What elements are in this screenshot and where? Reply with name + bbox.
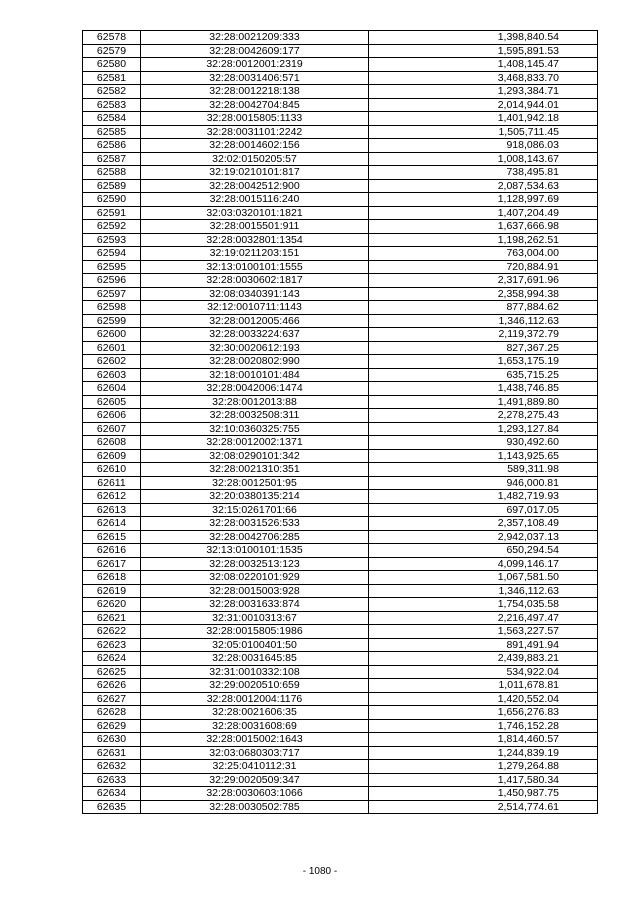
value-cell: 2,087,534.63 xyxy=(369,179,598,193)
value-cell: 2,942,037.13 xyxy=(369,530,598,544)
cadastral-number-cell: 32:28:0032801:1354 xyxy=(141,233,369,247)
table-row xyxy=(83,584,598,598)
cadastral-number-cell: 32:28:0012013:88 xyxy=(141,395,369,409)
table-row xyxy=(83,58,598,72)
row-number-cell: 62586 xyxy=(83,139,141,153)
row-number-cell: 62618 xyxy=(83,571,141,585)
cadastral-number-cell: 32:30:0020612:193 xyxy=(141,341,369,355)
row-number-cell: 62605 xyxy=(83,395,141,409)
row-number-cell: 62579 xyxy=(83,44,141,58)
row-number-cell: 62596 xyxy=(83,274,141,288)
cadastral-number-cell: 32:28:0021606:35 xyxy=(141,706,369,720)
cadastral-number-cell: 32:28:0020802:990 xyxy=(141,355,369,369)
row-number-cell: 62597 xyxy=(83,287,141,301)
row-number-cell: 62604 xyxy=(83,382,141,396)
cadastral-number-cell: 32:29:0020510:659 xyxy=(141,679,369,693)
value-cell: 738,495.81 xyxy=(369,166,598,180)
table-row xyxy=(83,328,598,342)
table-row xyxy=(83,517,598,531)
cadastral-number-cell: 32:19:0211203:151 xyxy=(141,247,369,261)
value-cell: 1,407,204.49 xyxy=(369,206,598,220)
table-row xyxy=(83,179,598,193)
table-row xyxy=(83,206,598,220)
table-row xyxy=(83,490,598,504)
row-number-cell: 62585 xyxy=(83,125,141,139)
table-row xyxy=(83,287,598,301)
row-number-cell: 62587 xyxy=(83,152,141,166)
cadastral-number-cell: 32:03:0680303:717 xyxy=(141,746,369,760)
row-number-cell: 62599 xyxy=(83,314,141,328)
value-cell: 2,119,372.79 xyxy=(369,328,598,342)
value-cell: 1,346,112.63 xyxy=(369,314,598,328)
row-number-cell: 62622 xyxy=(83,625,141,639)
table-row xyxy=(83,449,598,463)
value-cell: 1,563,227.57 xyxy=(369,625,598,639)
row-number-cell: 62611 xyxy=(83,476,141,490)
row-number-cell: 62594 xyxy=(83,247,141,261)
cadastral-number-cell: 32:28:0012005:466 xyxy=(141,314,369,328)
row-number-cell: 62590 xyxy=(83,193,141,207)
cadastral-number-cell: 32:18:0010101:484 xyxy=(141,368,369,382)
cadastral-number-cell: 32:10:0360325:755 xyxy=(141,422,369,436)
value-cell: 1,637,666.98 xyxy=(369,220,598,234)
value-cell: 2,278,275.43 xyxy=(369,409,598,423)
table-row xyxy=(83,44,598,58)
table-body xyxy=(83,31,598,814)
row-number-cell: 62595 xyxy=(83,260,141,274)
row-number-cell: 62628 xyxy=(83,706,141,720)
value-cell: 1,244,839.19 xyxy=(369,746,598,760)
value-cell: 918,086.03 xyxy=(369,139,598,153)
row-number-cell: 62635 xyxy=(83,800,141,814)
table-row xyxy=(83,436,598,450)
row-number-cell: 62603 xyxy=(83,368,141,382)
cadastral-value-table xyxy=(82,30,598,814)
cadastral-number-cell: 32:08:0220101:929 xyxy=(141,571,369,585)
row-number-cell: 62583 xyxy=(83,98,141,112)
table-row xyxy=(83,800,598,814)
value-cell: 650,294.54 xyxy=(369,544,598,558)
value-cell: 2,514,774.61 xyxy=(369,800,598,814)
value-cell: 1,482,719.93 xyxy=(369,490,598,504)
value-cell: 763,004.00 xyxy=(369,247,598,261)
page-number: - 1080 - xyxy=(302,866,338,877)
table-row xyxy=(83,638,598,652)
table-row xyxy=(83,787,598,801)
row-number-cell: 62582 xyxy=(83,85,141,99)
value-cell: 1,505,711.45 xyxy=(369,125,598,139)
row-number-cell: 62634 xyxy=(83,787,141,801)
cadastral-number-cell: 32:08:0340391:143 xyxy=(141,287,369,301)
row-number-cell: 62613 xyxy=(83,503,141,517)
cadastral-number-cell: 32:28:0021209:333 xyxy=(141,31,369,45)
cadastral-number-cell: 32:28:0031101:2242 xyxy=(141,125,369,139)
row-number-cell: 62626 xyxy=(83,679,141,693)
table-row xyxy=(83,422,598,436)
row-number-cell: 62621 xyxy=(83,611,141,625)
row-number-cell: 62606 xyxy=(83,409,141,423)
cadastral-number-cell: 32:29:0020509:347 xyxy=(141,773,369,787)
cadastral-number-cell: 32:28:0015805:1986 xyxy=(141,625,369,639)
value-cell: 1,408,145.47 xyxy=(369,58,598,72)
value-cell: 1,398,840.54 xyxy=(369,31,598,45)
cadastral-number-cell: 32:28:0030602:1817 xyxy=(141,274,369,288)
row-number-cell: 62607 xyxy=(83,422,141,436)
row-number-cell: 62624 xyxy=(83,652,141,666)
row-number-cell: 62615 xyxy=(83,530,141,544)
cadastral-number-cell: 32:08:0290101:342 xyxy=(141,449,369,463)
table-row xyxy=(83,463,598,477)
row-number-cell: 62623 xyxy=(83,638,141,652)
table-row xyxy=(83,476,598,490)
value-cell: 2,439,883.21 xyxy=(369,652,598,666)
row-number-cell: 62578 xyxy=(83,31,141,45)
table-row xyxy=(83,71,598,85)
value-cell: 589,311.98 xyxy=(369,463,598,477)
table-row xyxy=(83,31,598,45)
cadastral-number-cell: 32:28:0015116:240 xyxy=(141,193,369,207)
value-cell: 1,656,276.83 xyxy=(369,706,598,720)
value-cell: 1,143,925.65 xyxy=(369,449,598,463)
table-row xyxy=(83,301,598,315)
row-number-cell: 62592 xyxy=(83,220,141,234)
value-cell: 2,357,108.49 xyxy=(369,517,598,531)
cadastral-number-cell: 32:28:0042706:285 xyxy=(141,530,369,544)
cadastral-number-cell: 32:31:0010332:108 xyxy=(141,665,369,679)
cadastral-number-cell: 32:28:0015501:911 xyxy=(141,220,369,234)
value-cell: 1,346,112.63 xyxy=(369,584,598,598)
row-number-cell: 62625 xyxy=(83,665,141,679)
value-cell: 1,438,746.85 xyxy=(369,382,598,396)
cadastral-number-cell: 32:28:0014602:156 xyxy=(141,139,369,153)
row-number-cell: 62616 xyxy=(83,544,141,558)
cadastral-number-cell: 32:15:0261701:66 xyxy=(141,503,369,517)
value-cell: 946,000.81 xyxy=(369,476,598,490)
cadastral-number-cell: 32:28:0012501:95 xyxy=(141,476,369,490)
cadastral-number-cell: 32:28:0012004:1176 xyxy=(141,692,369,706)
row-number-cell: 62610 xyxy=(83,463,141,477)
row-number-cell: 62588 xyxy=(83,166,141,180)
table-row xyxy=(83,746,598,760)
table-row xyxy=(83,368,598,382)
table-row xyxy=(83,152,598,166)
cadastral-number-cell: 32:28:0032513:123 xyxy=(141,557,369,571)
value-cell: 2,358,994.38 xyxy=(369,287,598,301)
cadastral-number-cell: 32:28:0015002:1643 xyxy=(141,733,369,747)
table-row xyxy=(83,139,598,153)
table-row xyxy=(83,314,598,328)
value-cell: 1,450,987.75 xyxy=(369,787,598,801)
value-cell: 1,279,264.88 xyxy=(369,760,598,774)
table-row xyxy=(83,260,598,274)
value-cell: 1,746,152.28 xyxy=(369,719,598,733)
table-row xyxy=(83,530,598,544)
value-cell: 1,417,580.34 xyxy=(369,773,598,787)
cadastral-number-cell: 32:28:0031406:571 xyxy=(141,71,369,85)
row-number-cell: 62589 xyxy=(83,179,141,193)
cadastral-number-cell: 32:31:0010313:67 xyxy=(141,611,369,625)
cadastral-number-cell: 32:28:0012218:138 xyxy=(141,85,369,99)
value-cell: 1,814,460.57 xyxy=(369,733,598,747)
value-cell: 877,884.62 xyxy=(369,301,598,315)
value-cell: 534,922.04 xyxy=(369,665,598,679)
cadastral-number-cell: 32:28:0015805:1133 xyxy=(141,112,369,126)
table-row xyxy=(83,247,598,261)
cadastral-number-cell: 32:28:0031645:85 xyxy=(141,652,369,666)
table-row xyxy=(83,166,598,180)
row-number-cell: 62600 xyxy=(83,328,141,342)
cadastral-number-cell: 32:13:0100101:1535 xyxy=(141,544,369,558)
cadastral-number-cell: 32:12:0010711:1143 xyxy=(141,301,369,315)
table-row xyxy=(83,220,598,234)
value-cell: 4,099,146.17 xyxy=(369,557,598,571)
table-row xyxy=(83,355,598,369)
cadastral-number-cell: 32:28:0031526:533 xyxy=(141,517,369,531)
cadastral-number-cell: 32:02:0150205:57 xyxy=(141,152,369,166)
table-row xyxy=(83,112,598,126)
row-number-cell: 62580 xyxy=(83,58,141,72)
table-row xyxy=(83,598,598,612)
row-number-cell: 62630 xyxy=(83,733,141,747)
value-cell: 1,401,942.18 xyxy=(369,112,598,126)
table-row xyxy=(83,233,598,247)
value-cell: 1,067,581.50 xyxy=(369,571,598,585)
table-row xyxy=(83,557,598,571)
table-row xyxy=(83,692,598,706)
table-row xyxy=(83,341,598,355)
value-cell: 827,367.25 xyxy=(369,341,598,355)
table-row xyxy=(83,274,598,288)
value-cell: 1,293,384.71 xyxy=(369,85,598,99)
value-cell: 1,198,262.51 xyxy=(369,233,598,247)
row-number-cell: 62627 xyxy=(83,692,141,706)
value-cell: 1,595,891.53 xyxy=(369,44,598,58)
table-row xyxy=(83,773,598,787)
cadastral-number-cell: 32:25:0410112:31 xyxy=(141,760,369,774)
cadastral-number-cell: 32:28:0033224:637 xyxy=(141,328,369,342)
value-cell: 720,884.91 xyxy=(369,260,598,274)
row-number-cell: 62593 xyxy=(83,233,141,247)
row-number-cell: 62601 xyxy=(83,341,141,355)
row-number-cell: 62629 xyxy=(83,719,141,733)
row-number-cell: 62633 xyxy=(83,773,141,787)
row-number-cell: 62632 xyxy=(83,760,141,774)
cadastral-number-cell: 32:28:0021310:351 xyxy=(141,463,369,477)
table-row xyxy=(83,544,598,558)
value-cell: 1,754,035.58 xyxy=(369,598,598,612)
row-number-cell: 62609 xyxy=(83,449,141,463)
row-number-cell: 62620 xyxy=(83,598,141,612)
table-row xyxy=(83,98,598,112)
table-row xyxy=(83,571,598,585)
row-number-cell: 62617 xyxy=(83,557,141,571)
value-cell: 891,491.94 xyxy=(369,638,598,652)
row-number-cell: 62591 xyxy=(83,206,141,220)
value-cell: 1,008,143.67 xyxy=(369,152,598,166)
table-row xyxy=(83,733,598,747)
table-row xyxy=(83,409,598,423)
table-row xyxy=(83,382,598,396)
table-row xyxy=(83,625,598,639)
cadastral-number-cell: 32:28:0030502:785 xyxy=(141,800,369,814)
value-cell: 1,293,127.84 xyxy=(369,422,598,436)
row-number-cell: 62602 xyxy=(83,355,141,369)
value-cell: 635,715.25 xyxy=(369,368,598,382)
table-row xyxy=(83,395,598,409)
table-row xyxy=(83,665,598,679)
cadastral-number-cell: 32:28:0015003:928 xyxy=(141,584,369,598)
cadastral-number-cell: 32:20:0380135:214 xyxy=(141,490,369,504)
row-number-cell: 62631 xyxy=(83,746,141,760)
cadastral-number-cell: 32:28:0042512:900 xyxy=(141,179,369,193)
value-cell: 697,017.05 xyxy=(369,503,598,517)
row-number-cell: 62581 xyxy=(83,71,141,85)
table-row xyxy=(83,679,598,693)
cadastral-number-cell: 32:28:0032508:311 xyxy=(141,409,369,423)
table-row xyxy=(83,193,598,207)
cadastral-number-cell: 32:13:0100101:1555 xyxy=(141,260,369,274)
cadastral-number-cell: 32:28:0031608:69 xyxy=(141,719,369,733)
value-cell: 3,468,833.70 xyxy=(369,71,598,85)
cadastral-number-cell: 32:03:0320101:1821 xyxy=(141,206,369,220)
row-number-cell: 62614 xyxy=(83,517,141,531)
table-row xyxy=(83,706,598,720)
table-row xyxy=(83,85,598,99)
value-cell: 2,216,497.47 xyxy=(369,611,598,625)
cadastral-number-cell: 32:19:0210101:817 xyxy=(141,166,369,180)
table-row xyxy=(83,652,598,666)
table-row xyxy=(83,503,598,517)
row-number-cell: 62598 xyxy=(83,301,141,315)
value-cell: 2,014,944.01 xyxy=(369,98,598,112)
row-number-cell: 62612 xyxy=(83,490,141,504)
cadastral-number-cell: 32:28:0042609:177 xyxy=(141,44,369,58)
value-cell: 1,491,889.80 xyxy=(369,395,598,409)
cadastral-number-cell: 32:28:0012002:1371 xyxy=(141,436,369,450)
cadastral-number-cell: 32:28:0031633:874 xyxy=(141,598,369,612)
value-cell: 1,653,175.19 xyxy=(369,355,598,369)
value-cell: 1,011,678.81 xyxy=(369,679,598,693)
table-row xyxy=(83,611,598,625)
cadastral-number-cell: 32:05:0100401:50 xyxy=(141,638,369,652)
table-row xyxy=(83,125,598,139)
value-cell: 1,128,997.69 xyxy=(369,193,598,207)
table-row xyxy=(83,719,598,733)
cadastral-number-cell: 32:28:0012001:2319 xyxy=(141,58,369,72)
cadastral-number-cell: 32:28:0030603:1066 xyxy=(141,787,369,801)
row-number-cell: 62584 xyxy=(83,112,141,126)
table-row xyxy=(83,760,598,774)
cadastral-number-cell: 32:28:0042704:845 xyxy=(141,98,369,112)
row-number-cell: 62608 xyxy=(83,436,141,450)
value-cell: 2,317,691.96 xyxy=(369,274,598,288)
cadastral-number-cell: 32:28:0042006:1474 xyxy=(141,382,369,396)
value-cell: 1,420,552.04 xyxy=(369,692,598,706)
value-cell: 930,492.60 xyxy=(369,436,598,450)
row-number-cell: 62619 xyxy=(83,584,141,598)
